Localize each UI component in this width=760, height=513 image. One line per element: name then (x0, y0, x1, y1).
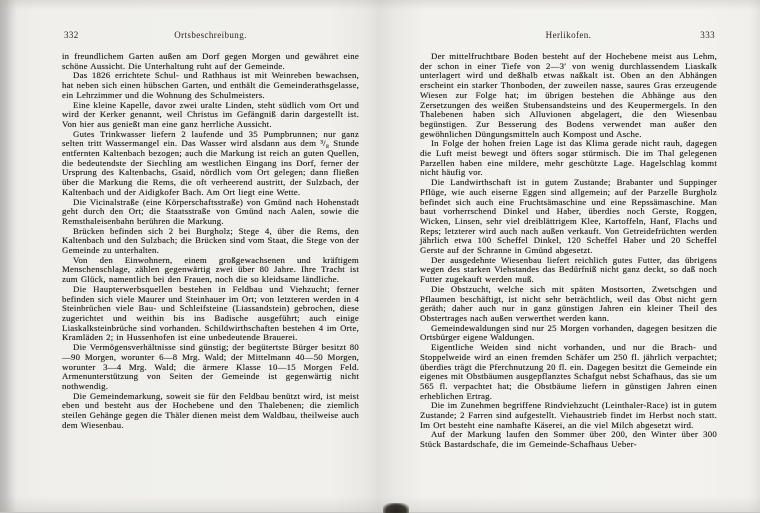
right-page-header (420, 30, 717, 43)
paragraph: Die Obstzucht, welche sich mit späten Mostsorten, Zwetschgen und Pflaumen beschäftigt, ist nicht sehr beträchtlich, weil das Obst nicht gern geräth; daher auch nur in ganz günstigen Jahren ein kleiner Theil des Obstertrages nach außen verwerthet werden kann. (420, 283, 717, 323)
paragraph: Das 1826 errichtete Schul- und Rathhaus ist mit Weinreben bewachsen, hat neben sich einen hübschen Garten, und enthält die Gemeinderathsgelasse, ein Lehrzimmer und die Wohnung des Schulmeisters. (62, 70, 359, 100)
running-header: Herlikofen. (545, 30, 592, 40)
left-page (62, 30, 359, 430)
left-page-header (62, 30, 359, 43)
paragraph: Brücken befinden sich 2 bei Burgholz; Stege 4, über die Rems, den Kaltenbach und den Sulzbach; die Brücken sind vom Staat, die Stege von der Gemeinde zu unterhalten. (62, 225, 359, 256)
running-header: Ortsbeschreibung. (174, 30, 247, 40)
paragraph: Die Haupterwerbsquellen bestehen in Feldbau und Viehzucht; ferner befinden sich viele Maurer und Steinhauer im Ort; von letzteren werden in 4 Steinbrüchen viele Bau- und Schleifsteine (Liassandstein) gebrochen, diese zugerichtet und weithin bis ins Badische ausgeführt; auch einige Liaskalksteinbrüche sind vorhanden. Schildwirthschaften bestehen 4 im Orte, Kramläden 2; in Hussenhofen ist eine unbedeutende Brauerei. (62, 283, 359, 343)
paragraph: Der ausgedehnte Wiesenbau liefert reichlich gutes Futter, das übrigens wegen des starken Viehstandes das Bedürfniß nicht ganz deckt, so daß noch Futter zugekauft werden muß. (420, 254, 717, 285)
paragraph: Von den Einwohnern, einem großgewachsenen und kräftigem Menschenschlage, zählen gegenwärtig zwei über 80 Jahre. Ihre Tracht ist zum Glück, namentlich bei den Frauen, noch die so kleidsame ländliche. (62, 254, 359, 285)
paragraph: in freundlichem Garten außen am Dorf gegen Morgen und gewähret eine schöne Aussicht. Die Unterhaltung ruht auf der Gemeinde. (62, 51, 359, 71)
paragraph: Auf der Markung laufen den Sommer über 200, den Winter über 300 Stück Bastardschafe, die im Gemeinde-Schafhaus Ueber- (420, 429, 717, 450)
page-number: 333 (700, 30, 715, 40)
paragraph: Die Gemeindemarkung, soweit sie für den Feldbau benützt wird, ist meist eben und besteht aus der Hochebene und den Thalebenen; die ziemlich steilen Gehänge gegen die Thäler dienen meist dem Waldbau, theilweise auch dem Wiesenbau. (62, 390, 359, 430)
left-page-body (62, 52, 359, 430)
page-number: 332 (64, 30, 79, 40)
right-page-body (420, 52, 717, 450)
paragraph: Die Vicinalstraße (eine Körperschaftsstraße) von Gmünd nach Hohenstadt geht durch den Ort; die Staatsstraße von Gmünd nach Aalen, sowie die Remsthaleisenbahn berühren die Markung. (62, 196, 359, 226)
paragraph: Die Vermögensverhältnisse sind günstig; der begütertste Bürger besitzt 80—90 Morgen, worunter 6—8 Mrg. Wald; der Mittelmann 40—50 Morgen, worunter 3—4 Mrg. Wald; die ärmere Klasse 10—15 Morgen Feld. Armenunterstützung von Seiten der Gemeinde ist gegenwärtig nicht nothwendig. (62, 342, 359, 391)
paragraph: Gemeindewaldungen sind nur 25 Morgen vorhanden, dagegen besitzen die Ortsbürger eigene Waldungen. (420, 322, 717, 343)
paragraph: Eine kleine Kapelle, davor zwei uralte Linden, steht südlich vom Ort und wird der Kerker genannt, weil Christus im Gefängniß darin dargestellt ist. Von hier aus genießt man eine ganz herrliche Aussicht. (62, 99, 359, 129)
paragraph: Eigentliche Weiden sind nicht vorhanden, und nur die Brach- und Stoppelweide wird an einen fremden Schäfer um 250 fl. jährlich verpachtet; überdies trägt die Pferchnutzung 20 fl. ein. Dagegen besitzt die Gemeinde ein eigenes mit Obstbäumen ausgepflanztes Schafgut nebst Schafhaus, das sie um 565 fl. verpachtet hat; die Obstbäume liefern in günstigen Jahren einen erheblichen Ertrag. (420, 342, 717, 401)
paragraph: Gutes Trinkwasser liefern 2 laufende und 35 Pumpbrunnen; nur ganz selten tritt Wassermangel ein. Das Wasser wird alsdann aus dem ³/₈ Stunde entfernten Kaltenbach bezogen; auch die Markung ist reich an guten Quellen, die bedeutendste der Siechling am westlichen Eingang ins Dorf, ferner der Ursprung des Kaltenbachs, Gsaid, nördlich vom Ort gelegen; dann fließen über die Markung die Rems, die oft verheerend austritt, der Sulzbach, der Kaltenbach und der Aidigkofer Bach. Am Ort liegt eine Wette. (62, 128, 359, 197)
paragraph: Die Landwirthschaft ist in gutem Zustande; Brabanter und Suppinger Pflüge, wie auch eiserne Eggen sind allgemein; auf der Parzelle Burgholz befindet sich auch eine Fruchtsämaschine und eine Repssämaschine. Man baut vorherrschend Dinkel und Haber, überdies noch Gerste, Roggen, Wicken, Linsen, sehr viel dreiblättrigem Klee, Kartoffeln, Hanf, Flachs und Reps; letzterer wird auch nach außen verkauft. Von Getreidefrüchten werden jährlich etwa 100 Scheffel Dinkel, 120 Scheffel Haber und 20 Scheffel Gerste auf der Schranne in Gmünd abgesetzt. (420, 177, 717, 256)
right-page (420, 30, 717, 450)
paragraph: In Folge der hohen freien Lage ist das Klima gerade nicht rauh, dagegen die Luft meist bewegt und öfters sogar stürmisch. Die im Thal gelegenen Parzellen haben eine mildere, mehr geschützte Lage. Hagelschlag kommt nicht häufig vor. (420, 138, 717, 178)
paragraph: Der mittelfruchtbare Boden besteht auf der Hochebene meist aus Lehm, der schon in einer Tiefe von 2—3′ von wenig durchlassendem Liaskalk unterlagert wird und deßhalb etwas naßkalt ist. Oben an den Abhängen erscheint ein starker Thonboden, der zuweilen nasse, saures Gras erzeugende Wiesen zur Folge hat; im übrigen bestehen die Abhänge aus den Zersetzungen des weißen Stubensandsteins und des Keupermergels. In den Thalebenen haben sich Alluvionen abgelagert, die den Wiesenbau begünstigen. Zur Besserung des Bodens verwendet man außer den gewöhnlichen Düngungsmitteln auch Kompost und Asche. (420, 51, 717, 139)
paragraph: Die im Zunehmen begriffene Rindviehzucht (Leinthaler-Race) ist in gutem Zustande; 2 Farren sind aufgestellt. Viehaustrieb findet im Herbst noch statt. Im Ort besteht eine namhafte Käserei, an die viel Milch abgesetzt wird. (420, 400, 717, 430)
